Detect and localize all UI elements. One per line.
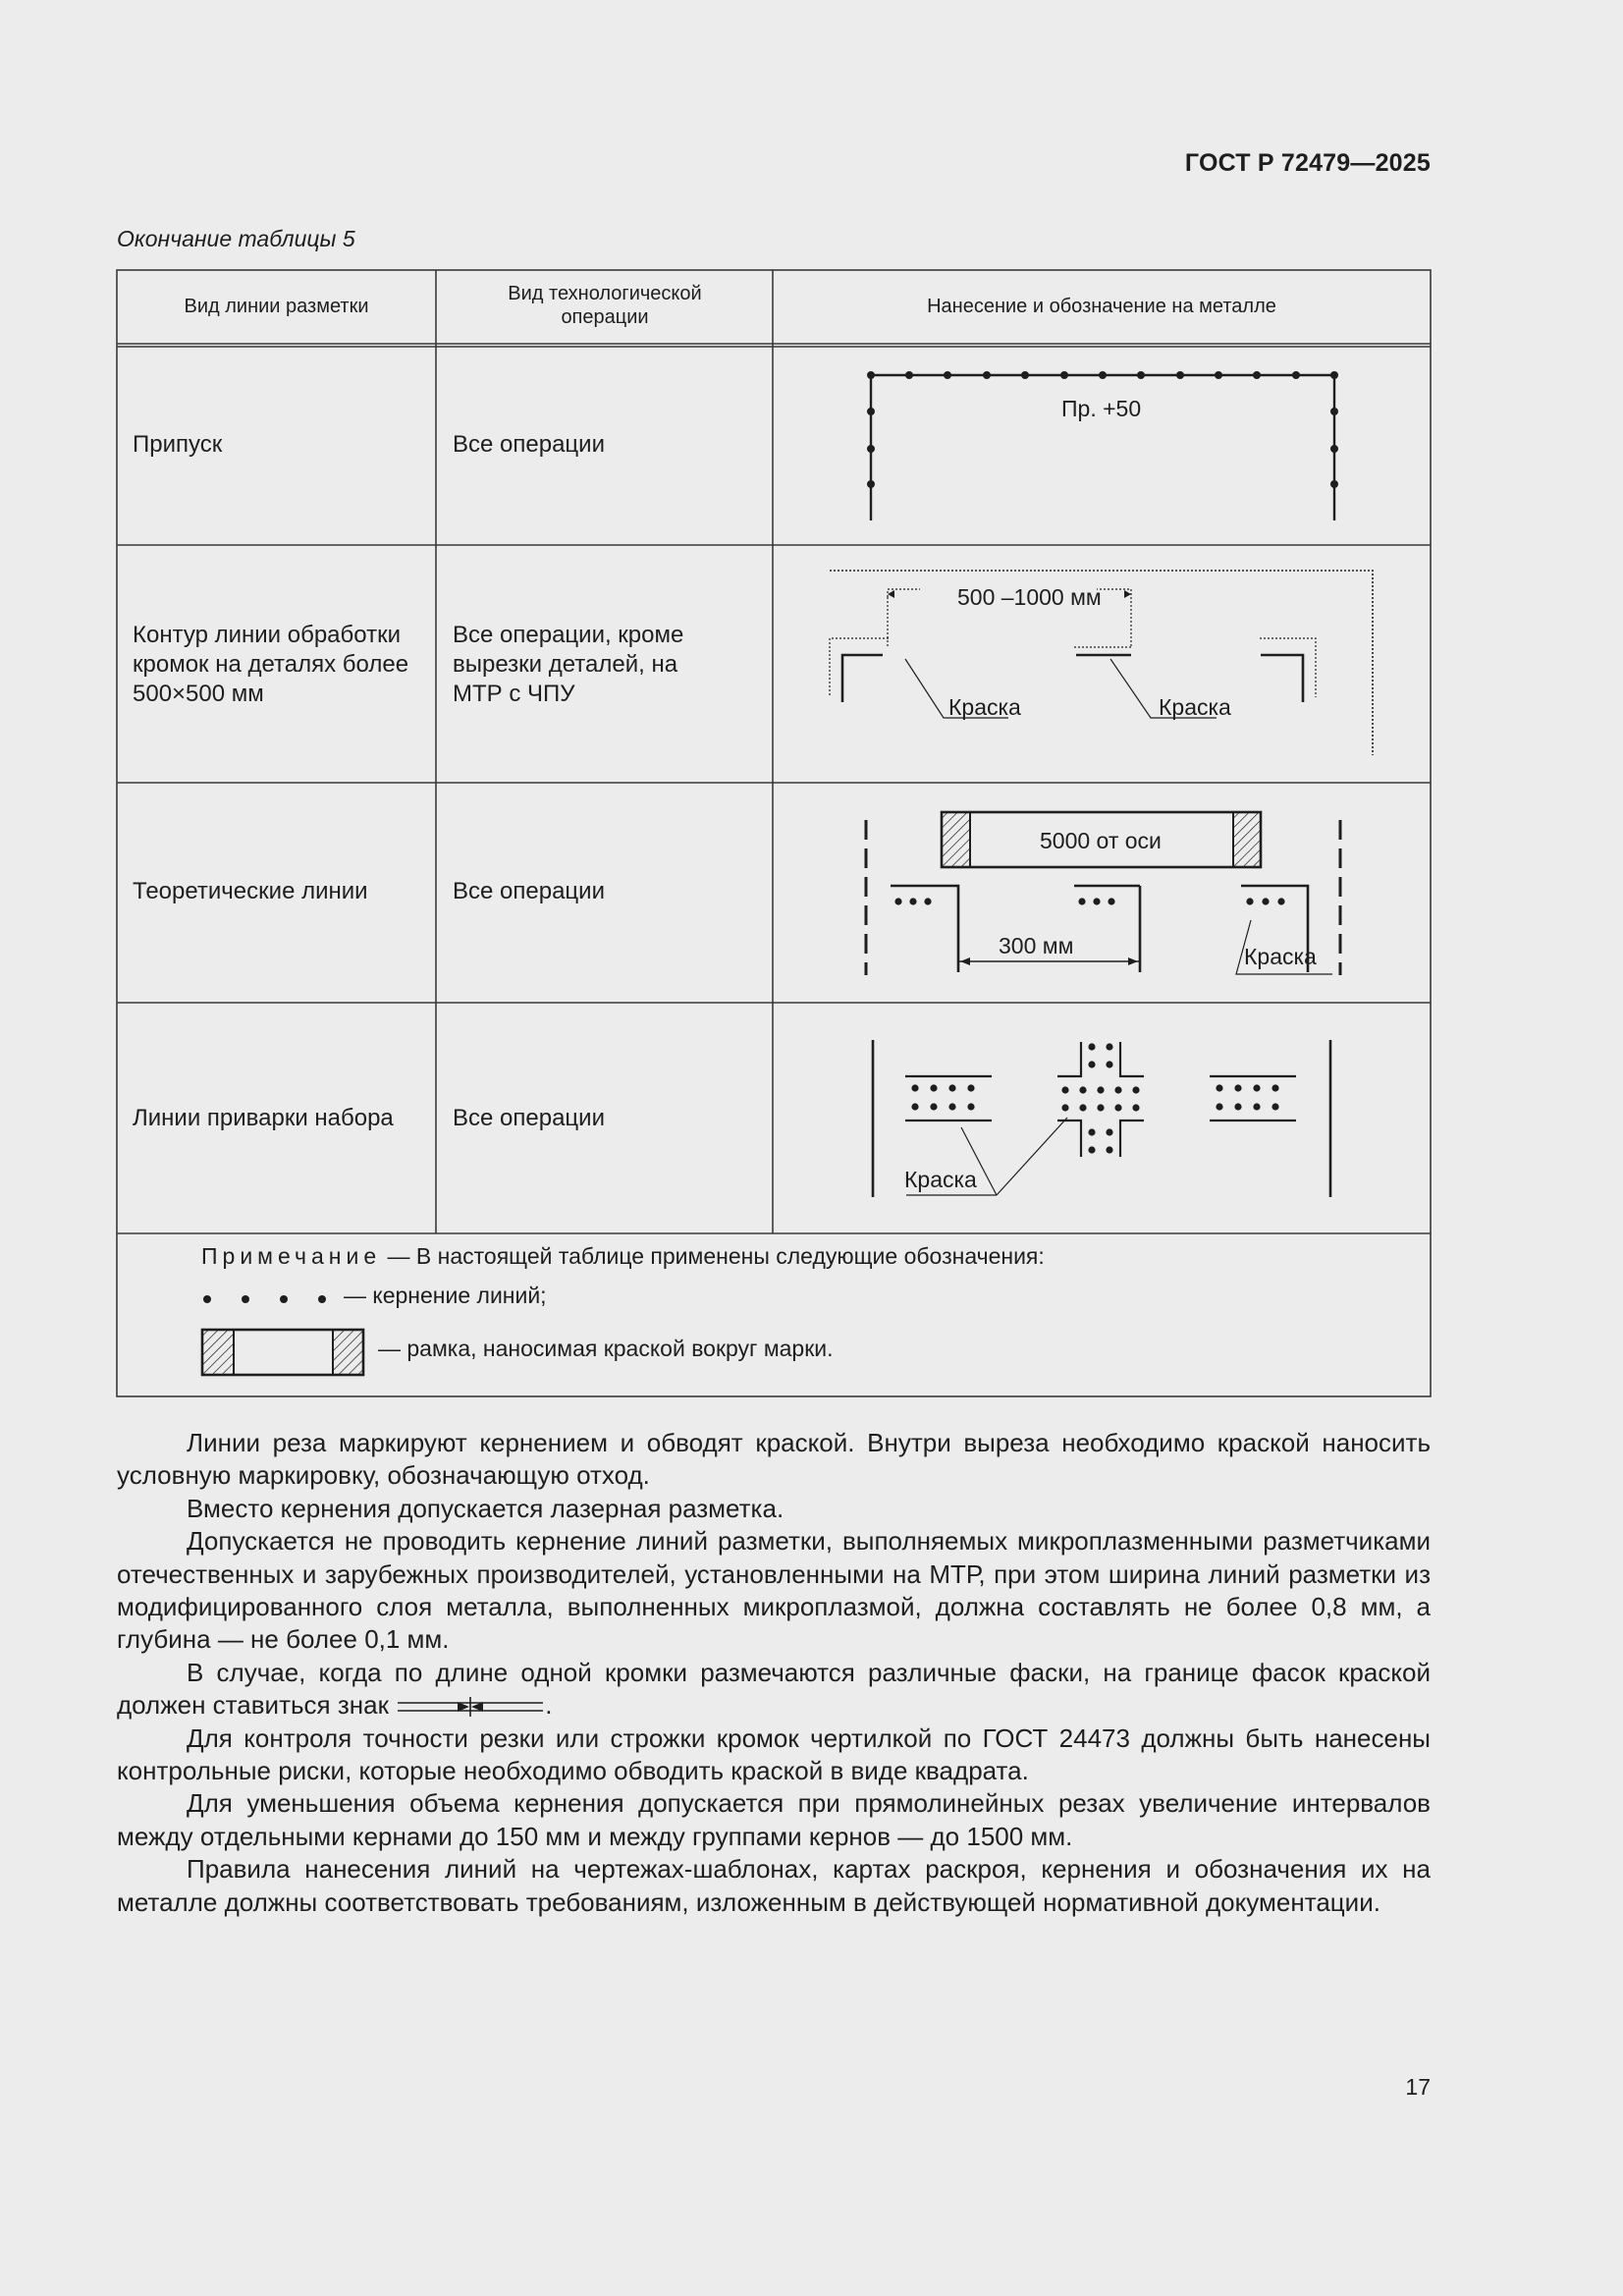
paragraph: Вместо кернения допускается лазерная разметка. bbox=[187, 1493, 784, 1523]
row-2-line-type: Контур линии обработки кромок на деталях более 500×500 мм bbox=[133, 622, 409, 707]
column-header-marking: Нанесение и обозначение на металле bbox=[927, 296, 1276, 317]
row-3-line-type: Теоретические линии bbox=[133, 878, 368, 904]
punch-marks bbox=[867, 371, 1338, 488]
paragraph-with-sign bbox=[117, 1657, 1431, 1722]
standard-code: ГОСТ Р 72479—2025 bbox=[1184, 149, 1431, 177]
row-4-line-type: Линии приварки набора bbox=[133, 1105, 394, 1131]
row-4-operation: Все операции bbox=[453, 1105, 605, 1131]
table-note bbox=[201, 1243, 1045, 1270]
paragraph: Для уменьшения объема кернения допускается при прямолинейных резах увеличение интервалов между отдельными кернами до 150 мм и между группами кернов — до 1500 мм. bbox=[117, 1788, 1431, 1851]
row-1-line-type: Припуск bbox=[133, 431, 223, 458]
allowance-figure bbox=[773, 347, 1431, 545]
paint-frame-legend-icon bbox=[200, 1328, 367, 1377]
contour-figure bbox=[773, 545, 1431, 783]
note-text: — В настоящей таблице применены следующие обозначения: bbox=[381, 1243, 1045, 1269]
paint-label: Краска bbox=[904, 1167, 977, 1192]
sign-suffix: . bbox=[545, 1690, 553, 1721]
note-item-punching: — кернение линий; bbox=[344, 1283, 547, 1308]
allowance-label: Пр. +50 bbox=[1061, 396, 1142, 421]
column-header-operation: Вид технологической операции bbox=[508, 283, 702, 328]
table-caption: Окончание таблицы 5 bbox=[117, 226, 355, 251]
axis-distance-label: 5000 от оси bbox=[1040, 828, 1162, 853]
theoretical-lines-figure bbox=[773, 783, 1431, 1003]
paragraph: Линии реза маркируют кернением и обводят краской. Внутри выреза необходимо краской наносить условную маркировку, обозначающую отход. bbox=[117, 1428, 1431, 1491]
welding-lines-figure bbox=[773, 1003, 1431, 1233]
spacing-label: 300 мм bbox=[999, 933, 1074, 958]
row-2-operation: Все операции, кроме вырезки деталей, на МТР с ЧПУ bbox=[453, 622, 684, 707]
body-text bbox=[117, 1427, 1431, 1919]
paragraph: Правила нанесения линий на чертежах-шаблонах, картах раскроя, кернения и обозначения их на металле должны соответствовать требованиям, изложенным в действующей нормативной документации. bbox=[117, 1854, 1431, 1917]
distance-label: 500 –1000 мм bbox=[957, 584, 1102, 610]
row-1-operation: Все операции bbox=[453, 431, 605, 458]
column-header-line-type: Вид линии разметки bbox=[184, 296, 369, 317]
paragraph: Допускается не проводить кернение линий разметки, выполняемых микроплазменными разметчиками отечественных и зарубежных производителей, установленными на МТР, при этом ширина линий разметки из модифицированного слоя металла, выполненных микроплазмой, должна составлять не более 0,8 мм, а глубина — не более 0,1 мм. bbox=[117, 1526, 1431, 1655]
paragraph-text: В случае, когда по длине одной кромки размечаются различные фаски, на границе фасок краской должен ставиться знак bbox=[117, 1657, 1431, 1721]
row-3-operation: Все операции bbox=[453, 878, 605, 904]
punching-legend-icon bbox=[196, 1283, 344, 1312]
paint-label: Краска bbox=[948, 694, 1021, 720]
paragraph: Для контроля точности резки или строжки кромок чертилкой по ГОСТ 24473 должны быть нанесены контрольные риски, которые необходимо обводить краской в виде квадрата. bbox=[117, 1722, 1431, 1786]
paint-label: Краска bbox=[1159, 694, 1231, 720]
bevel-boundary-sign-icon bbox=[396, 1694, 545, 1718]
page-number: 17 bbox=[1405, 2074, 1431, 2100]
note-title: Примечание bbox=[201, 1243, 382, 1269]
note-item-frame: — рамка, наносимая краской вокруг марки. bbox=[378, 1336, 834, 1361]
paint-label: Краска bbox=[1244, 944, 1317, 969]
